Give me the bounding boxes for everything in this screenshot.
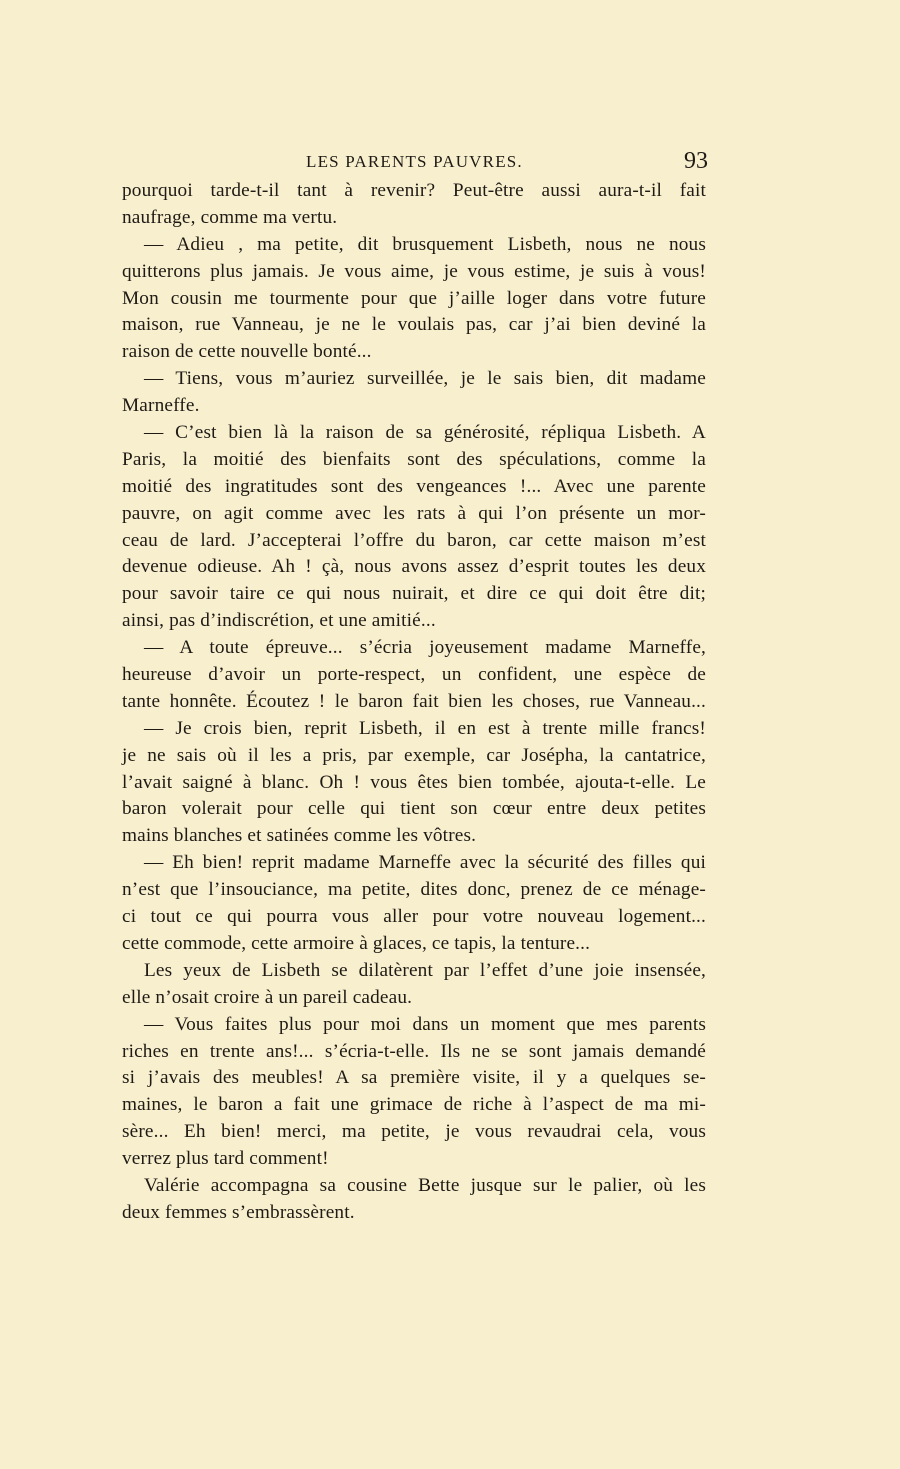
text-line: heureuse d’avoir un porte-respect, un confident, une espèce de [122,664,706,686]
text-line: Marneffe. [122,395,200,417]
text-line: ainsi, pas d’indiscrétion, et une amitié... [122,610,436,632]
text-line: naufrage, comme ma vertu. [122,206,338,228]
text-line: — Eh bien! reprit madame Marneffe avec la sécurité des filles qui [144,852,706,874]
text-line: maines, le baron a fait une grimace de riche à l’aspect de ma mi- [122,1094,706,1116]
running-title: LES PARENTS PAUVRES. [306,152,523,171]
text-line: mains blanches et satinées comme les vôtres. [122,825,477,847]
text-line: si j’avais des meubles! A sa première visite, il y a quelques se- [122,1067,706,1089]
text-line: riches en trente ans!... s’écria-t-elle. Ils ne se sont jamais demandé [122,1040,706,1062]
text-line: ceau de lard. J’accepterai l’offre du baron, car cette maison m’est [122,529,706,551]
running-head [122,148,706,178]
text-line: elle n’osait croire à un pareil cadeau. [122,986,413,1008]
text-line: maison, rue Vanneau, je ne le voulais pas, car j’ai bien deviné la [122,314,706,336]
text-line: l’avait saigné à blanc. Oh ! vous êtes bien tombée, ajouta-t-elle. Le [122,771,706,793]
body-text [122,178,706,1227]
text-line: — Vous faites plus pour moi dans un moment que mes parents [144,1013,706,1035]
text-line: devenue odieuse. Ah ! çà, nous avons assez d’esprit toutes les deux [122,556,706,578]
text-line: sère... Eh bien! merci, ma petite, je vous revaudrai cela, vous [122,1121,706,1143]
text-line: je ne sais où il les a pris, par exemple, car Josépha, la cantatrice, [122,744,706,766]
text-line: n’est que l’insouciance, ma petite, dites donc, prenez de ce ménage- [122,879,706,901]
text-line: — Je crois bien, reprit Lisbeth, il en est à trente mille francs! [144,717,706,739]
text-line: verrez plus tard comment! [122,1148,329,1170]
text-line: baron volerait pour celle qui tient son cœur entre deux petites [122,798,706,820]
text-line: Mon cousin me tourmente pour que j’aille loger dans votre future [122,287,706,309]
text-line: — Adieu , ma petite, dit brusquement Lisbeth, nous ne nous [144,233,706,255]
text-line: tante honnête. Écoutez ! le baron fait bien les choses, rue Vanneau... [122,690,706,712]
text-line: cette commode, cette armoire à glaces, ce tapis, la tenture... [122,932,591,954]
text-line: raison de cette nouvelle bonté... [122,341,372,363]
text-line: pourquoi tarde-t-il tant à revenir? Peut-être aussi aura-t-il fait [122,180,706,201]
text-line: deux femmes s’embrassèrent. [122,1201,355,1223]
text-line: — C’est bien là la raison de sa générosité, répliqua Lisbeth. A [144,422,706,444]
book-page [122,148,706,1227]
text-line: Les yeux de Lisbeth se dilatèrent par l’effet d’une joie insensée, [144,959,706,981]
text-line: ci tout ce qui pourra vous aller pour votre nouveau logement... [122,906,706,928]
text-line: pauvre, on agit comme avec les rats à qui l’on présente un mor- [122,502,706,524]
text-line: quitterons plus jamais. Je vous aime, je vous estime, je suis à vous! [122,260,706,282]
text-line: — Tiens, vous m’auriez surveillée, je le sais bien, dit madame [144,368,706,390]
text-line: pour savoir taire ce qui nous nuirait, et dire ce qui doit être dit; [122,583,706,605]
page-number: 93 [684,148,708,174]
text-line: — A toute épreuve... s’écria joyeusement madame Marneffe, [144,637,706,659]
text-line: Paris, la moitié des bienfaits sont des spéculations, comme la [122,448,706,470]
text-line: moitié des ingratitudes sont des vengeances !... Avec une parente [122,475,706,497]
text-line: Valérie accompagna sa cousine Bette jusque sur le palier, où les [144,1174,706,1196]
